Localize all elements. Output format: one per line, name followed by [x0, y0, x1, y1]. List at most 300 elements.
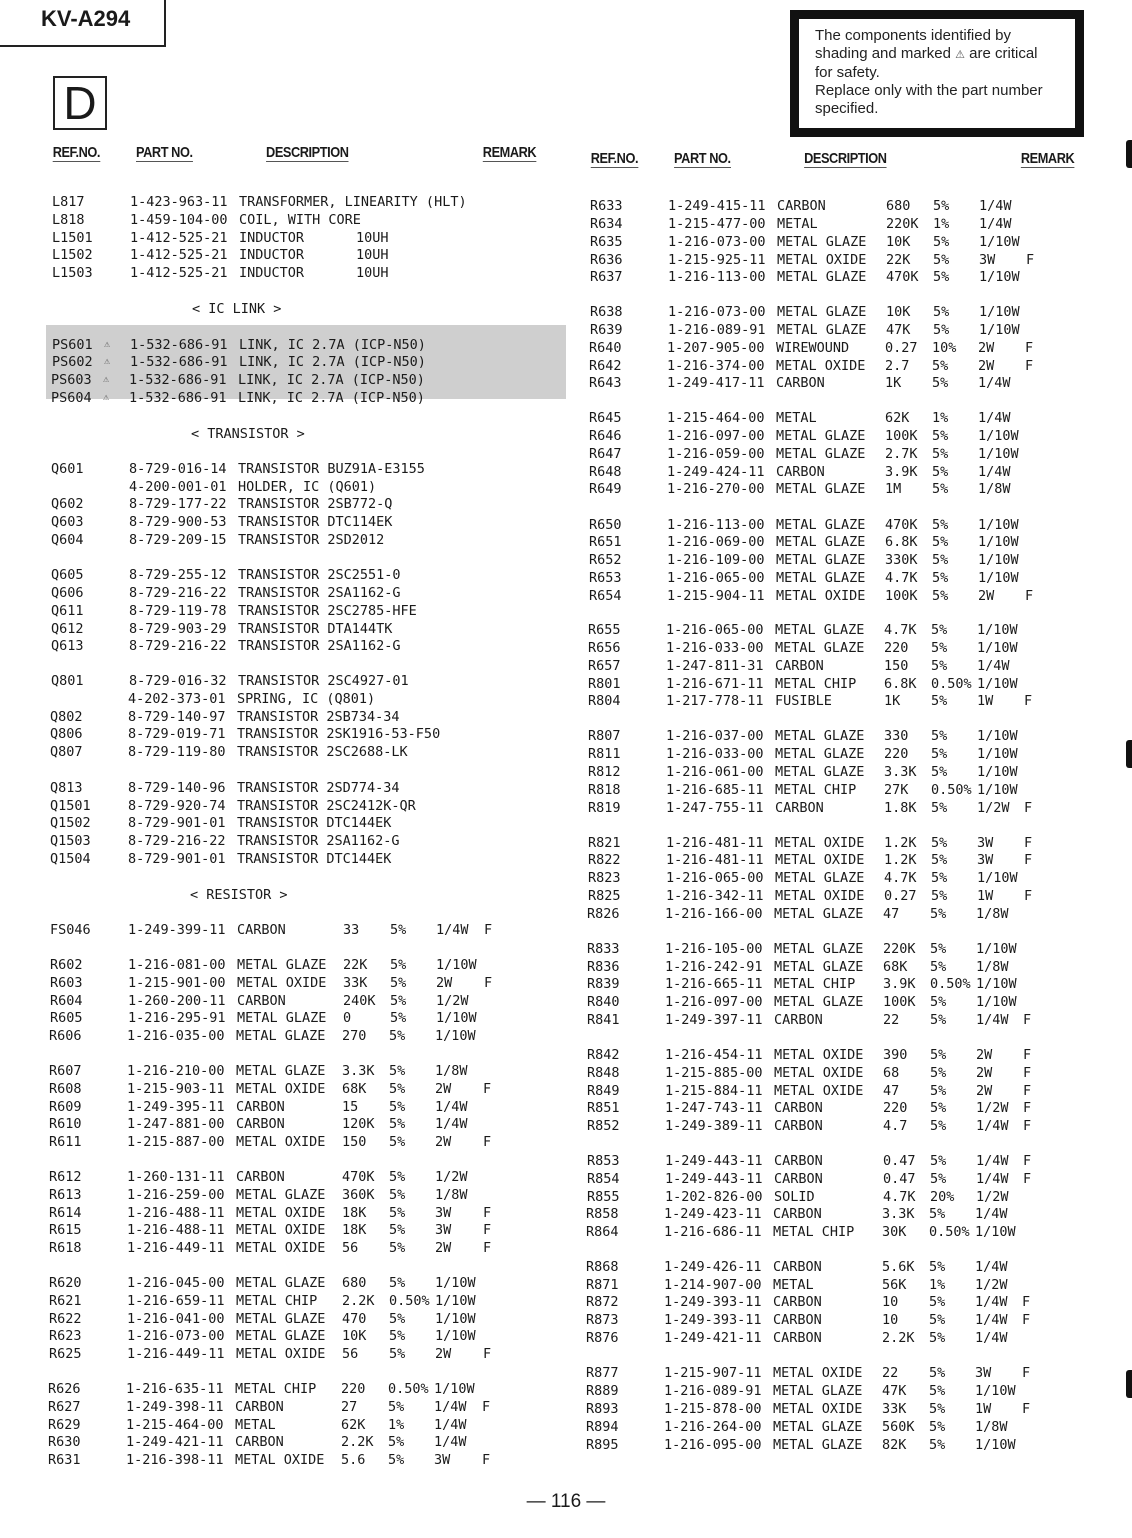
part-part: 1-247-755-11 — [666, 800, 764, 816]
part-watt: 1/4W — [976, 1118, 1009, 1134]
part-val: 150 — [884, 658, 909, 674]
part-rem: F — [482, 1399, 491, 1415]
part-val: 240K — [343, 993, 376, 1009]
part-tol: 5% — [929, 1437, 946, 1453]
part-row — [0, 1418, 1128, 1436]
part-row — [0, 268, 1132, 286]
part-part: 4-200-001-01 — [129, 479, 227, 495]
part-val: 22 — [883, 1012, 900, 1028]
part-row — [0, 374, 1131, 392]
part-tol: 5% — [929, 1206, 946, 1222]
part-desc: LINK, IC 2.7A (ICP-N50) — [238, 390, 425, 406]
part-ref: R840 — [587, 994, 620, 1010]
part-watt: 1/10W — [977, 764, 1018, 780]
part-val: 1.2K — [884, 835, 917, 851]
part-watt: 1/4W — [978, 410, 1011, 426]
part-val: 47K — [886, 322, 911, 338]
part-part: 1-412-525-21 — [130, 265, 228, 281]
part-tol: 5% — [390, 1010, 407, 1026]
part-part: 1-216-097-00 — [665, 994, 763, 1010]
part-part: 1-216-398-11 — [126, 1452, 224, 1468]
part-val: 10UH — [356, 265, 389, 281]
part-desc: METAL GLAZE — [236, 1063, 326, 1079]
part-tol: 5% — [389, 1311, 406, 1327]
part-ref: R613 — [49, 1187, 82, 1203]
part-ref: Q601 — [51, 461, 84, 477]
part-row — [0, 339, 1131, 357]
part-val: 6.8K — [885, 534, 918, 550]
part-rem: F — [483, 1240, 492, 1256]
part-ref: R656 — [588, 640, 621, 656]
part-row — [0, 869, 1130, 887]
part-ref: R864 — [586, 1224, 619, 1240]
part-watt: 1/4W — [434, 1417, 467, 1433]
part-desc: METAL GLAZE — [773, 1419, 863, 1435]
part-row — [0, 781, 1130, 799]
part-desc: METAL OXIDE — [776, 358, 866, 374]
part-watt: 1/10W — [434, 1381, 475, 1397]
part-desc: CARBON — [776, 375, 825, 391]
part-desc: CARBON — [235, 1434, 284, 1450]
part-val: 680 — [886, 198, 911, 214]
part-tol: 5% — [930, 994, 947, 1010]
part-desc: METAL OXIDE — [773, 1401, 863, 1417]
part-desc: COIL, WITH CORE — [239, 212, 361, 228]
part-row — [0, 1170, 1129, 1188]
part-desc: METAL OXIDE — [237, 975, 327, 991]
part-watt: 1/2W — [436, 993, 469, 1009]
part-desc: TRANSFORMER, LINEARITY (HLT) — [239, 194, 467, 210]
part-desc: METAL — [776, 410, 817, 426]
part-val: 100K — [885, 428, 918, 444]
part-part: 8-729-177-22 — [129, 496, 227, 512]
part-ref: R626 — [48, 1381, 81, 1397]
part-desc: METAL CHIP — [774, 976, 856, 992]
part-watt: 1/10W — [977, 746, 1018, 762]
part-watt: 1/10W — [435, 1028, 476, 1044]
part-part: 1-249-415-11 — [668, 198, 766, 214]
part-watt: 1/10W — [977, 676, 1018, 692]
safety-text: shading and marked — [815, 45, 951, 62]
part-part: 1-249-443-11 — [665, 1171, 763, 1187]
part-watt: 1/10W — [975, 1224, 1016, 1240]
part-tol: 5% — [388, 1434, 405, 1450]
part-ref: Q807 — [50, 744, 83, 760]
part-part: 1-216-061-00 — [666, 764, 764, 780]
part-desc: TRANSISTOR 2SK1916-53-F50 — [237, 726, 441, 742]
part-part: 8-729-903-29 — [129, 621, 227, 637]
part-watt: 1/4W — [976, 1171, 1009, 1187]
part-rem: F — [1024, 852, 1033, 868]
part-ref: L1502 — [52, 247, 93, 263]
part-watt: 1/8W — [975, 1419, 1008, 1435]
part-row — [0, 763, 1130, 781]
part-desc: TRANSISTOR 2SA1162-G — [238, 638, 401, 654]
part-watt: 1/8W — [435, 1187, 468, 1203]
part-part: 8-729-216-22 — [129, 585, 227, 601]
part-val: 22K — [886, 252, 911, 268]
part-ref: R854 — [587, 1171, 620, 1187]
part-tol: 5% — [933, 304, 950, 320]
part-watt: 2W — [435, 1134, 452, 1150]
part-desc: TRANSISTOR 2SA1162-G — [237, 833, 400, 849]
part-watt: 1/4W — [975, 1312, 1008, 1328]
part-val: 1K — [884, 693, 901, 709]
part-watt: 1/4W — [975, 1206, 1008, 1222]
part-row — [0, 975, 1129, 993]
part-tol: 5% — [389, 1205, 406, 1221]
part-val: 6.8K — [884, 676, 917, 692]
part-val: 27 — [341, 1399, 358, 1415]
part-desc: METAL OXIDE — [774, 1065, 864, 1081]
part-part: 1-214-907-00 — [664, 1277, 762, 1293]
part-ref: R873 — [586, 1312, 619, 1328]
part-watt: 2W — [435, 1346, 452, 1362]
part-desc: CARBON — [236, 1169, 285, 1185]
part-watt: 1/4W — [979, 198, 1012, 214]
part-desc: CARBON — [777, 198, 826, 214]
part-ref: R612 — [49, 1169, 82, 1185]
part-desc: METAL OXIDE — [236, 1134, 326, 1150]
part-val: 100K — [885, 588, 918, 604]
edge-mark — [1126, 740, 1132, 768]
part-part: 1-216-089-91 — [668, 322, 766, 338]
part-watt: 1/10W — [975, 1437, 1016, 1453]
part-watt: 1/4W — [435, 1099, 468, 1115]
part-val: 220 — [884, 746, 909, 762]
part-rem: F — [1023, 1012, 1032, 1028]
part-desc: METAL GLAZE — [777, 269, 867, 285]
part-val: 0.47 — [883, 1171, 916, 1187]
part-ref: R606 — [49, 1028, 82, 1044]
part-part: 1-216-295-91 — [128, 1010, 226, 1026]
part-part: 1-249-395-11 — [127, 1099, 225, 1115]
part-val: 10K — [342, 1328, 367, 1344]
part-row — [0, 587, 1131, 605]
part-tol: 5% — [389, 1275, 406, 1291]
part-val: 220K — [883, 941, 916, 957]
part-row — [0, 427, 1131, 445]
part-part: 1-216-449-11 — [127, 1240, 225, 1256]
part-part: 8-729-900-53 — [129, 514, 227, 530]
part-header: PART NO. — [674, 150, 731, 167]
part-ref: Q606 — [51, 585, 84, 601]
part-watt: 3W — [975, 1365, 992, 1381]
part-tol: 5% — [389, 1028, 406, 1044]
part-desc: TRANSISTOR 2SB772-Q — [238, 496, 393, 512]
part-desc: METAL OXIDE — [236, 1346, 326, 1362]
part-tol: 5% — [929, 1419, 946, 1435]
part-ref: R629 — [48, 1417, 81, 1433]
part-tol: 5% — [931, 693, 948, 709]
part-ref: R627 — [48, 1399, 81, 1415]
part-watt: 1W — [975, 1401, 992, 1417]
safety-line: for safety. — [815, 64, 880, 81]
right-column-headers — [0, 150, 1075, 172]
part-part: 1-247-743-11 — [665, 1100, 763, 1116]
part-val: 0 — [343, 1010, 352, 1026]
part-part: 8-729-119-78 — [129, 603, 227, 619]
part-watt: 1/4W — [978, 375, 1011, 391]
part-rem: F — [1024, 835, 1033, 851]
part-tol: 5% — [930, 1047, 947, 1063]
part-watt: 2W — [978, 358, 995, 374]
part-ref: R631 — [48, 1452, 81, 1468]
part-part: 1-216-659-11 — [127, 1293, 225, 1309]
ref-header: REF.NO. — [52, 144, 101, 161]
part-part: 8-729-216-22 — [129, 638, 227, 654]
part-desc: METAL OXIDE — [236, 1240, 326, 1256]
part-desc: SOLID — [774, 1189, 815, 1205]
part-part: 4-202-373-01 — [128, 691, 226, 707]
warning-icon: ⚠ — [103, 392, 110, 403]
part-val: 0.27 — [885, 340, 918, 356]
part-row — [0, 533, 1131, 551]
part-tol: 5% — [930, 906, 947, 922]
part-part: 1-249-389-11 — [665, 1118, 763, 1134]
part-rem: F — [1022, 1312, 1031, 1328]
part-row — [0, 905, 1129, 923]
part-desc: CARBON — [774, 1012, 823, 1028]
part-desc: CARBON — [773, 1312, 822, 1328]
part-desc: METAL GLAZE — [776, 552, 866, 568]
part-tol: 5% — [931, 870, 948, 886]
part-val: 4.7 — [883, 1118, 908, 1134]
part-part: 1-216-073-00 — [668, 304, 766, 320]
part-val: 470K — [342, 1169, 375, 1185]
part-part: 1-215-464-00 — [126, 1417, 224, 1433]
section-letter: D — [53, 76, 107, 130]
part-watt: 2W — [436, 975, 453, 991]
part-part: 1-216-342-11 — [666, 888, 764, 904]
part-part: 1-216-109-00 — [667, 552, 765, 568]
part-val: 2.2K — [342, 1293, 375, 1309]
part-row — [0, 1293, 1128, 1311]
part-tol: 5% — [930, 1083, 947, 1099]
part-ref: Q604 — [51, 532, 84, 548]
part-val: 10 — [882, 1312, 899, 1328]
part-watt: 1/10W — [978, 570, 1019, 586]
part-part: 1-260-200-11 — [128, 993, 226, 1009]
part-val: 270 — [342, 1028, 367, 1044]
part-val: 4.7K — [883, 1189, 916, 1205]
part-tol: 0.50% — [930, 976, 971, 992]
part-watt: 1W — [977, 693, 994, 709]
part-desc: METAL GLAZE — [776, 534, 866, 550]
part-tol: 0.50% — [389, 1293, 430, 1309]
category-heading-text: < RESISTOR > — [190, 887, 288, 903]
part-ref: R826 — [587, 906, 620, 922]
part-val: 68K — [342, 1081, 367, 1097]
part-row — [0, 727, 1130, 745]
part-desc: CARBON — [776, 464, 825, 480]
part-val: 27K — [884, 782, 909, 798]
part-row — [0, 1011, 1129, 1029]
desc-header: DESCRIPTION — [266, 144, 349, 161]
part-tol: 5% — [929, 1330, 946, 1346]
part-tol: 5% — [390, 957, 407, 973]
part-ref: Q602 — [51, 496, 84, 512]
part-desc: METAL OXIDE — [773, 1365, 863, 1381]
part-desc: CARBON — [775, 800, 824, 816]
part-ref: R842 — [587, 1047, 620, 1063]
part-watt: 1/8W — [978, 481, 1011, 497]
part-desc: METAL GLAZE — [775, 640, 865, 656]
part-tol: 5% — [932, 534, 949, 550]
part-val: 10 — [882, 1294, 899, 1310]
part-part: 1-216-449-11 — [127, 1346, 225, 1362]
part-ref: R804 — [588, 693, 621, 709]
part-watt: 1/2W — [435, 1169, 468, 1185]
part-val: 1.8K — [884, 800, 917, 816]
part-part: 1-216-065-00 — [667, 570, 765, 586]
part-part: 1-216-113-00 — [668, 269, 766, 285]
part-val: 360K — [342, 1187, 375, 1203]
part-row — [0, 551, 1131, 569]
part-ref: L817 — [52, 194, 85, 210]
part-row — [0, 1223, 1128, 1241]
part-row — [0, 321, 1132, 339]
warning-icon: ⚠ — [103, 374, 110, 385]
part-ref: R620 — [49, 1275, 82, 1291]
part-desc: SPRING, IC (Q801) — [237, 691, 376, 707]
part-part: 1-202-826-00 — [665, 1189, 763, 1205]
part-watt: 1/10W — [977, 640, 1018, 656]
part-watt: 3W — [979, 252, 996, 268]
part-watt: 2W — [435, 1081, 452, 1097]
part-part: 1-249-424-11 — [667, 464, 765, 480]
part-val: 220 — [341, 1381, 366, 1397]
part-rem: F — [483, 1081, 492, 1097]
part-desc: METAL GLAZE — [774, 959, 864, 975]
part-ref: R839 — [587, 976, 620, 992]
part-val: 2.2K — [341, 1434, 374, 1450]
part-rem: F — [1025, 588, 1034, 604]
part-watt: 2W — [978, 588, 995, 604]
part-ref: R855 — [587, 1189, 620, 1205]
safety-line: Replace only with the part number — [815, 82, 1043, 99]
part-ref: L818 — [52, 212, 85, 228]
part-part: 1-249-397-11 — [665, 1012, 763, 1028]
part-tol: 5% — [389, 1222, 406, 1238]
part-ref: R637 — [590, 269, 623, 285]
part-val: 1K — [885, 375, 902, 391]
part-part: 1-216-069-00 — [667, 534, 765, 550]
part-part: 1-216-073-00 — [127, 1328, 225, 1344]
part-desc: METAL GLAZE — [776, 446, 866, 462]
part-val: 3.9K — [883, 976, 916, 992]
part-part: 8-729-255-12 — [129, 567, 227, 583]
part-watt: 2W — [976, 1065, 993, 1081]
part-watt: 3W — [977, 835, 994, 851]
part-desc: TRANSISTOR DTA144TK — [238, 621, 393, 637]
part-ref: Q801 — [51, 673, 84, 689]
part-part: 1-423-963-11 — [130, 194, 228, 210]
part-part: 1-215-884-11 — [665, 1083, 763, 1099]
part-part: 8-729-209-15 — [129, 532, 227, 548]
part-val: 56 — [342, 1346, 359, 1362]
part-part: 1-216-033-00 — [666, 746, 764, 762]
part-desc: INDUCTOR — [239, 247, 305, 263]
part-watt: 1/8W — [435, 1063, 468, 1079]
part-watt: 1/4W — [975, 1294, 1008, 1310]
part-watt: 1/10W — [979, 304, 1020, 320]
part-ref: R801 — [588, 676, 621, 692]
part-part: 8-729-140-96 — [128, 780, 226, 796]
part-part: 1-216-481-11 — [666, 835, 764, 851]
part-rem: F — [1023, 1083, 1032, 1099]
part-watt: 1/10W — [436, 957, 477, 973]
part-desc: METAL CHIP — [235, 1381, 317, 1397]
part-rem: F — [1023, 1153, 1032, 1169]
part-ref: Q605 — [51, 567, 84, 583]
part-row — [0, 1311, 1128, 1329]
part-desc: LINK, IC 2.7A (ICP-N50) — [239, 354, 426, 370]
part-row — [0, 569, 1131, 587]
part-watt: 1/10W — [975, 1383, 1016, 1399]
part-part: 1-215-925-11 — [668, 252, 766, 268]
part-desc: TRANSISTOR 2SC2412K-QR — [237, 798, 416, 814]
part-val: 47 — [883, 1083, 900, 1099]
warning-icon: ⚠ — [104, 356, 111, 367]
part-ref: R603 — [50, 975, 83, 991]
part-part: 1-216-065-00 — [666, 870, 764, 886]
part-tol: 0.50% — [931, 676, 972, 692]
part-watt: 3W — [434, 1452, 451, 1468]
edge-mark — [1126, 140, 1132, 168]
part-tol: 5% — [932, 517, 949, 533]
part-part: 1-215-903-11 — [127, 1081, 225, 1097]
part-part: 1-217-778-11 — [666, 693, 764, 709]
part-tol: 5% — [931, 728, 948, 744]
part-watt: 1/10W — [435, 1311, 476, 1327]
part-part: 1-216-210-00 — [127, 1063, 225, 1079]
part-desc: TRANSISTOR 2SD2012 — [238, 532, 385, 548]
part-row — [0, 1064, 1129, 1082]
part-tol: 5% — [933, 234, 950, 250]
part-part: 1-216-105-00 — [665, 941, 763, 957]
part-ref: PS604 — [51, 390, 92, 406]
part-watt: 2W — [978, 340, 995, 356]
part-desc: TRANSISTOR 2SD774-34 — [237, 780, 400, 796]
part-tol: 5% — [930, 1171, 947, 1187]
part-val: 2.2K — [882, 1330, 915, 1346]
part-ref: R623 — [49, 1328, 82, 1344]
part-tol: 5% — [931, 888, 948, 904]
part-part: 1-216-270-00 — [667, 481, 765, 497]
part-val: 22K — [343, 957, 368, 973]
part-part: 1-249-443-11 — [665, 1153, 763, 1169]
part-ref: R818 — [588, 782, 621, 798]
part-watt: 1/10W — [976, 994, 1017, 1010]
part-ref: R607 — [49, 1063, 82, 1079]
part-watt: 1/4W — [975, 1330, 1008, 1346]
part-part: 1-215-887-00 — [127, 1134, 225, 1150]
part-desc: METAL CHIP — [775, 782, 857, 798]
part-ref: Q1501 — [50, 798, 91, 814]
part-part: 1-412-525-21 — [130, 247, 228, 263]
part-part: 1-249-423-11 — [664, 1206, 762, 1222]
part-val: 47K — [882, 1383, 907, 1399]
part-watt: 1/4W — [979, 216, 1012, 232]
part-tol: 5% — [929, 1365, 946, 1381]
part-desc: METAL OXIDE — [774, 1083, 864, 1099]
part-ref: R650 — [589, 517, 622, 533]
part-part: 1-532-686-91 — [130, 354, 228, 370]
part-rem: F — [1022, 1294, 1031, 1310]
part-row — [0, 1188, 1129, 1206]
part-desc: TRANSISTOR DTC144EK — [237, 815, 392, 831]
